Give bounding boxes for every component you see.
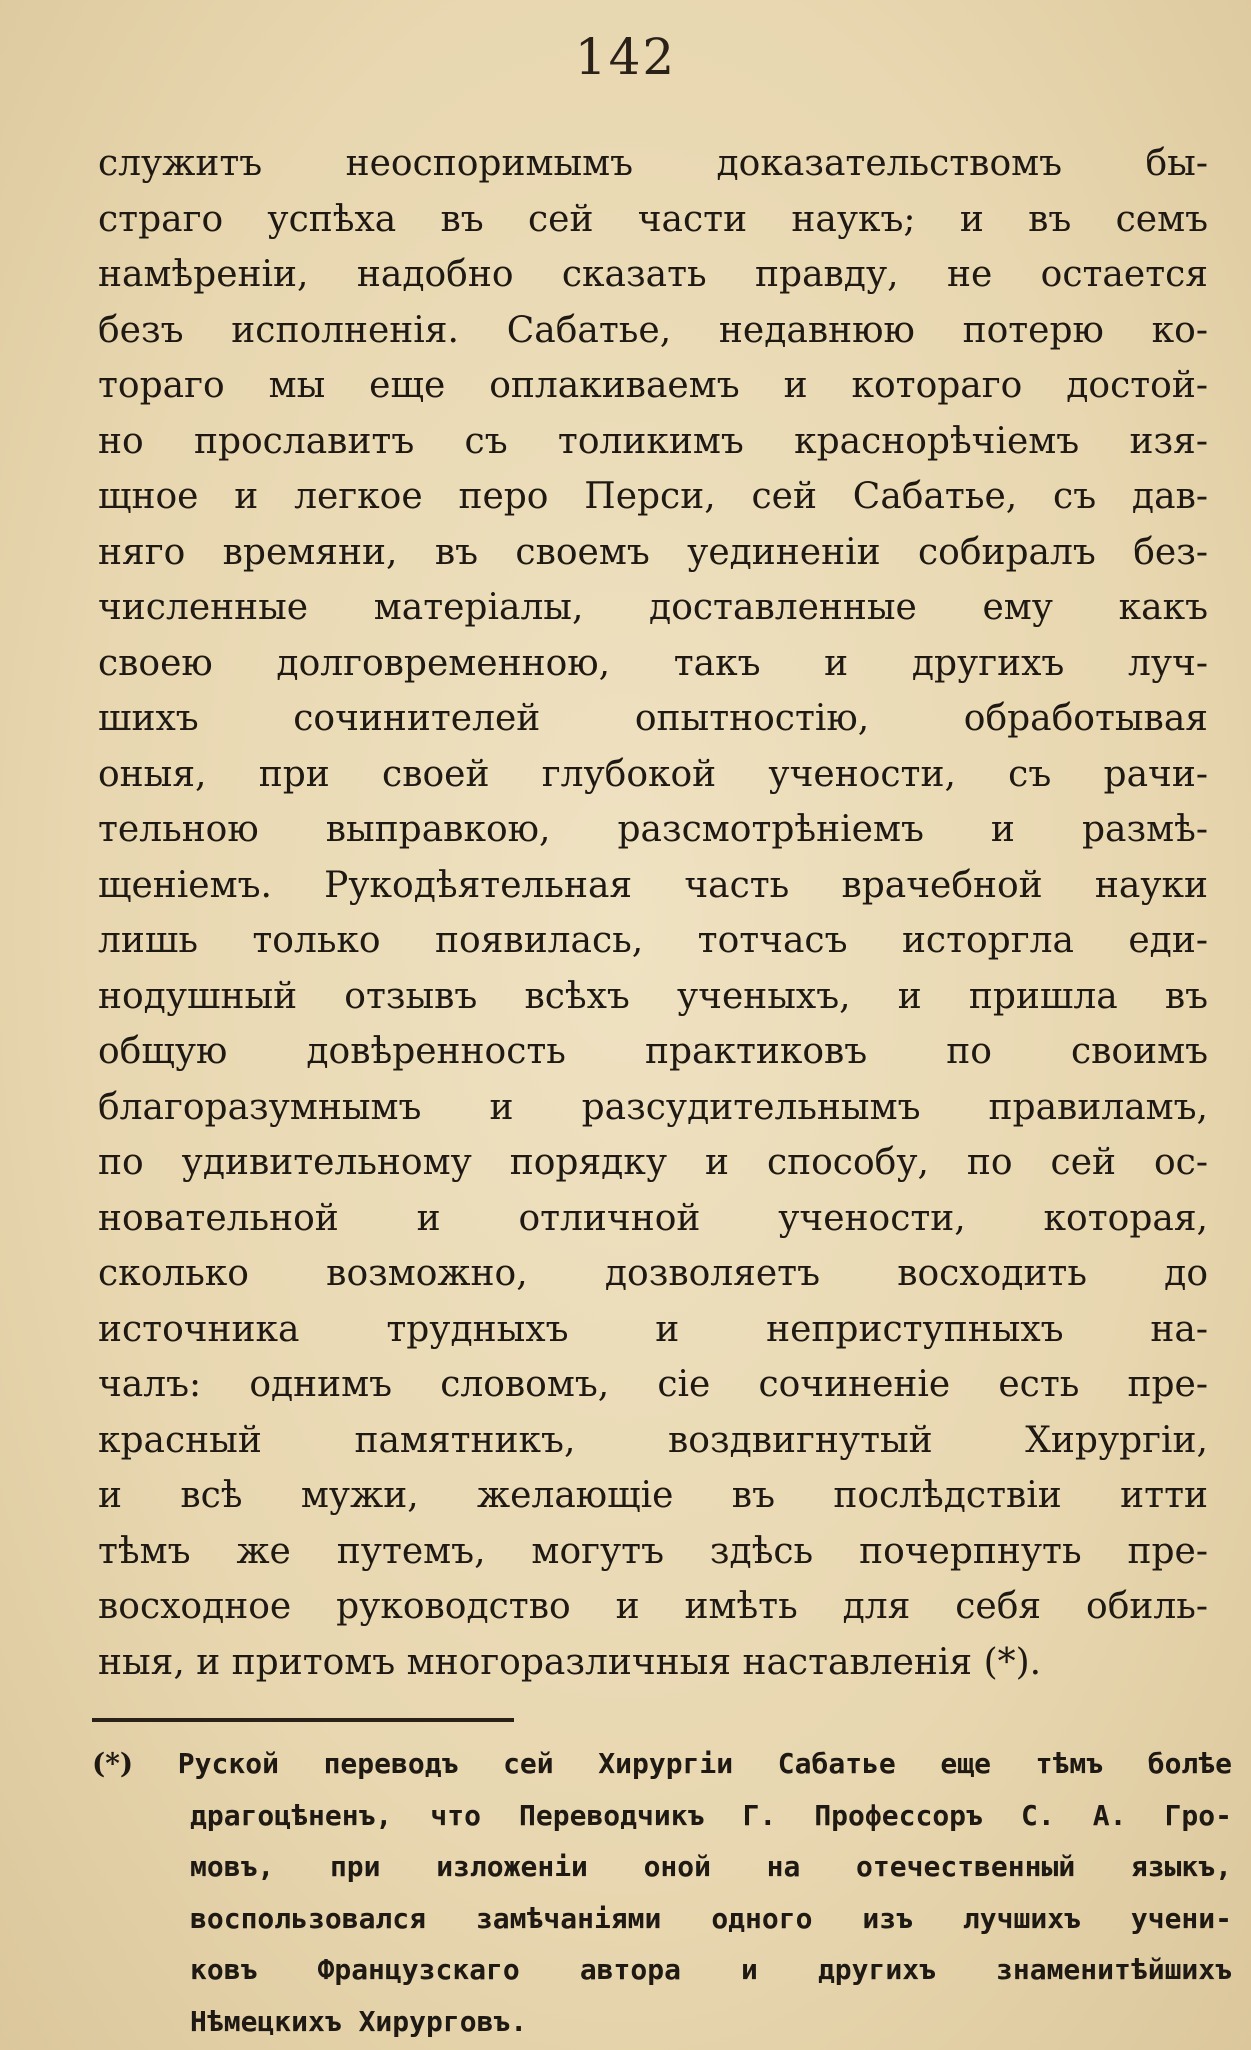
text-line: оныя, при своей глубокой учености, съ рачи- — [98, 753, 1208, 795]
footnote-marker: (*) — [92, 1747, 134, 1780]
text-line-last: ныя, и притомъ многоразличныя наставленія (*). — [98, 1641, 1042, 1683]
body-text — [98, 136, 1208, 1690]
footnote-line: воспользовался замѣчаніями одного изъ лучшихъ учени- — [190, 1901, 1232, 1935]
text-line: сколько возможно, дозволяетъ восходить до — [98, 1253, 1208, 1294]
footnote-rule — [92, 1718, 514, 1722]
text-line: красный памятникъ, воздвигнутый Хирургіи, — [98, 1419, 1208, 1461]
text-line: но прославитъ съ толикимъ краснорѣчіемъ изя- — [98, 420, 1208, 462]
page-number: 142 — [574, 28, 677, 86]
text-line: восходное руководство и имѣть для себя обиль- — [98, 1586, 1208, 1627]
footnote-line-last: Нѣмецкихъ Хирурговъ. — [190, 2004, 528, 2038]
footnote-first-line — [92, 1738, 1232, 1790]
text-line: тельною выправкою, разсмотрѣніемъ и размѣ- — [98, 809, 1208, 850]
text-line: страго успѣха въ сей части наукъ; и въ семъ — [98, 198, 1208, 240]
text-line: численные матеріалы, доставленные ему какъ — [98, 587, 1208, 628]
footnote-line: драгоцѣненъ, что Переводчикъ Г. Профессоръ С. А. Гро- — [190, 1798, 1232, 1832]
footnote-line: мовъ, при изложеніи оной на отечественный языкъ, — [190, 1850, 1232, 1883]
text-line: тѣмъ же путемъ, могутъ здѣсь почерпнуть пре- — [98, 1530, 1208, 1572]
text-line: источника трудныхъ и неприступныхъ на- — [98, 1308, 1208, 1350]
text-line: общую довѣренность практиковъ по своимъ — [98, 1031, 1208, 1072]
text-line: щное и легкое перо Перси, сей Сабатье, съ дав- — [98, 476, 1208, 517]
text-line: служитъ неоспоримымъ доказательствомъ бы- — [98, 143, 1208, 184]
text-line: лишь только появилась, тотчасъ исторгла еди- — [98, 920, 1208, 961]
text-line: по удивительному порядку и способу, по сей ос- — [98, 1142, 1208, 1183]
text-line: и всѣ мужи, желающіе въ послѣдствіи итти — [98, 1475, 1208, 1516]
footnote — [92, 1738, 1232, 2047]
text-line: щеніемъ. Рукодѣятельная часть врачебной науки — [98, 864, 1208, 906]
text-line: безъ исполненія. Сабатье, недавнюю потерю ко- — [98, 309, 1208, 351]
text-line: шихъ сочинителей опытностію, обработывая — [98, 698, 1208, 739]
footnote-line: ковъ Французскаго автора и другихъ знаменитѣйшихъ — [190, 1953, 1232, 1986]
text-line: новательной и отличной учености, которая, — [98, 1197, 1208, 1239]
text-line: чалъ: однимъ словомъ, сіе сочиненіе есть пре- — [98, 1364, 1208, 1405]
text-line: благоразумнымъ и разсудительнымъ правиламъ, — [98, 1086, 1208, 1128]
text-line: намѣреніи, надобно сказать правду, не остается — [98, 254, 1208, 295]
text-line: своею долговременною, такъ и другихъ луч- — [98, 642, 1208, 684]
footnote-first-text: Руской переводъ сей Хирургіи Сабатье еще тѣмъ болѣе — [177, 1747, 1232, 1780]
text-line: тораго мы еще оплакиваемъ и котораго достой- — [98, 365, 1208, 406]
text-line: няго времяни, въ своемъ уединеніи собиралъ без- — [98, 531, 1208, 573]
text-line: нодушный отзывъ всѣхъ ученыхъ, и пришла въ — [98, 975, 1208, 1017]
